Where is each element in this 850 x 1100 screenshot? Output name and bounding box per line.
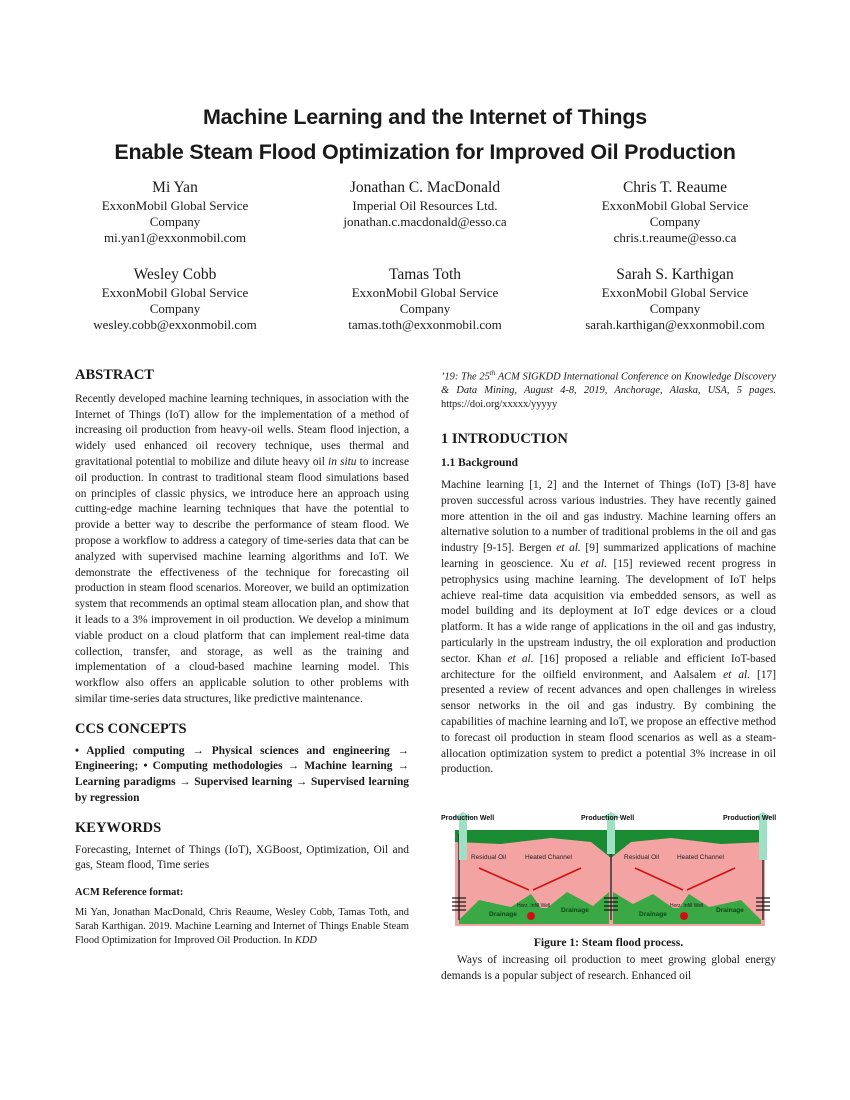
right-column	[441, 366, 776, 778]
author-affiliation: ExxonMobil Global Service	[101, 285, 249, 300]
author-email: wesley.cobb@exxonmobil.com	[93, 317, 257, 332]
author-affiliation: Company	[149, 214, 201, 229]
conference-info: ’19: The 25th ACM SIGKDD International Conference on Knowledge Discovery & Data Mining, August 4-8, 2019, Anchorage, Alaska, USA, 5 pages. https://doi.org/xxxxx/yyyyy	[441, 369, 777, 411]
intro-paragraph-2: Ways of increasing oil production to meet growing global energy demands is a popular subject of research. Enhanced oil	[441, 954, 776, 982]
author-email: mi.yan1@exxonmobil.com	[104, 230, 246, 245]
label-drainage: Drainage	[561, 907, 589, 914]
author-block	[60, 265, 290, 333]
author-affiliation: ExxonMobil Global Service	[601, 285, 749, 300]
author-block	[310, 178, 540, 230]
author-affiliation: ExxonMobil Global Service	[101, 198, 249, 213]
paper-title-line1: Machine Learning and the Internet of Things	[202, 105, 648, 129]
author-affiliation: Company	[649, 214, 701, 229]
author-email: sarah.karthigan@exxonmobil.com	[585, 317, 765, 332]
background-subheading: 1.1 Background	[441, 457, 519, 470]
author-email: tamas.toth@exxonmobil.com	[348, 317, 502, 332]
intro-paragraph: Machine learning [1, 2] and the Internet of Things (IoT) [3-8] have proven successful across various industries. They have recently gained more attention in the oil and gas industry. Machine learning offers an alternative solution to a number of traditional problems in the oil and gas industry [9-15]. Bergen et al. [9] summarized applications of machine learning in geoscience. Xu et al. [15] reviewed recent progress in petrophysics using machine learning. The development of IoT helps achieve real-time data acquisition via embedded sensors, as well as model building and its deployment at IoT edge devices or a cloud platform. It has a wide range of applications in the oil and gas industry, particularly in the upstream industry, the oil exploration and production sector. Khan et al. [16] proposed a reliable and efficient IoT-based architecture for the oilfield environment, and Aalsalem et al. [17] presented a review of recent advances and open challenges in wireless sensor networks in the oil and gas industry. By combining the capabilities of machine learning and IoT, we propose an effective method to forecast oil production in steam flood scenarios as well as a steam-allocation optimization system to predict a potential 3% increase in oil production.	[441, 479, 777, 776]
label-drainage: Drainage	[716, 907, 744, 914]
label-production-well-center: Production Well	[581, 815, 635, 822]
acm-reference-heading: ACM Reference format:	[75, 887, 184, 899]
author-name: Sarah S. Karthigan	[616, 266, 734, 283]
author-block	[560, 265, 790, 333]
label-drainage: Drainage	[489, 911, 517, 918]
doi-link[interactable]: https://doi.org/xxxxx/yyyyy	[441, 399, 558, 411]
author-name: Wesley Cobb	[133, 266, 217, 283]
label-drainage: Drainage	[639, 911, 667, 918]
author-block	[310, 265, 540, 333]
horz-infill-well-left	[527, 912, 535, 920]
abstract-text: Recently developed machine learning techniques, in association with the Internet of Things (IoT) allow for the implementation of a method of increasing oil production from heavy-oil wells. Steam flood injection, a widely used enhanced oil recovery technique, uses thermal and gravitational potential to mobilize and dilute heavy oil in situ to increase oil production. In contrast to traditional steam flood simulations based on principles of classic physics, we introduce here an approach using cutting-edge machine learning techniques that have the potential to provide a better way to describe the performance of steam flood. We propose a workflow to address a category of time-series data that can be analyzed with supervised machine learning algorithms and IoT. We demonstrate the effectiveness of the technique for forecasting oil production in steam flood scenarios. Moreover, we build an optimization system that recommends an optimal steam allocation plan, and show that it leads to a 3% improvement in oil production. We develop a minimum viable product on a cloud platform that can implement real-time data collection, transfer, and storage, as well as the training and implementation of a cloud-based machine learning model. This workflow also offers an applicable solution to other problems with similar time-series data structures, like predictive maintenance.	[75, 392, 410, 705]
introduction-heading: 1 INTRODUCTION	[441, 431, 568, 448]
acm-reference-text: Mi Yan, Jonathan MacDonald, Chris Reaume, Wesley Cobb, Tamas Toth, and Sarah Karthigan. 2019. Machine Learning and Internet of Things Enable Steam Flood Optimization for Improved Oil Production. In KDD	[75, 907, 409, 947]
author-block	[560, 178, 790, 246]
author-affiliation: Imperial Oil Resources Ltd.	[352, 198, 498, 213]
ccs-heading: CCS CONCEPTS	[75, 720, 187, 737]
author-name: Jonathan C. MacDonald	[349, 179, 501, 196]
author-affiliation: ExxonMobil Global Service	[601, 198, 749, 213]
label-production-well-right: Production Well	[723, 815, 777, 822]
label-heated-channel-right: Heated Channel	[677, 854, 724, 861]
author-affiliation: ExxonMobil Global Service	[351, 285, 499, 300]
figure-caption: Figure 1: Steam flood process.	[533, 936, 684, 949]
steam-flood-figure	[441, 812, 777, 932]
ccs-text: • Applied computing → Physical sciences and engineering → Engineering; • Computing methodologies → Machine learning → Learning paradigms → Supervised learning → Supervised learning by regression	[75, 744, 409, 804]
author-email: chris.t.reaume@esso.ca	[613, 230, 737, 245]
keywords-heading: KEYWORDS	[75, 819, 162, 836]
author-affiliation: Company	[149, 301, 201, 316]
abstract-heading: ABSTRACT	[75, 367, 154, 383]
label-heated-channel-left: Heated Channel	[525, 854, 572, 861]
author-block	[60, 178, 290, 246]
author-email: jonathan.c.macdonald@esso.ca	[343, 214, 507, 229]
paper-title-line2: Enable Steam Flood Optimization for Improved Oil Production	[114, 140, 736, 164]
keywords-text: Forecasting, Internet of Things (IoT), XGBoost, Optimization, Oil and gas, Steam flood, Time series	[75, 843, 409, 872]
author-affiliation: Company	[399, 301, 451, 316]
label-residual-oil-left: Residual Oil	[471, 854, 507, 861]
author-name: Chris T. Reaume	[622, 179, 728, 196]
author-affiliation: Company	[649, 301, 701, 316]
label-production-well-left: Production Well	[441, 815, 495, 822]
left-column	[75, 368, 409, 948]
label-residual-oil-right: Residual Oil	[624, 854, 660, 861]
author-name: Mi Yan	[152, 179, 198, 196]
author-name: Tamas Toth	[388, 266, 462, 283]
horz-infill-well-right	[680, 912, 688, 920]
label-horz-infill-well-left: Horz. Infill Well	[517, 903, 551, 909]
label-horz-infill-well-right: Horz. Infill Well	[670, 903, 704, 909]
